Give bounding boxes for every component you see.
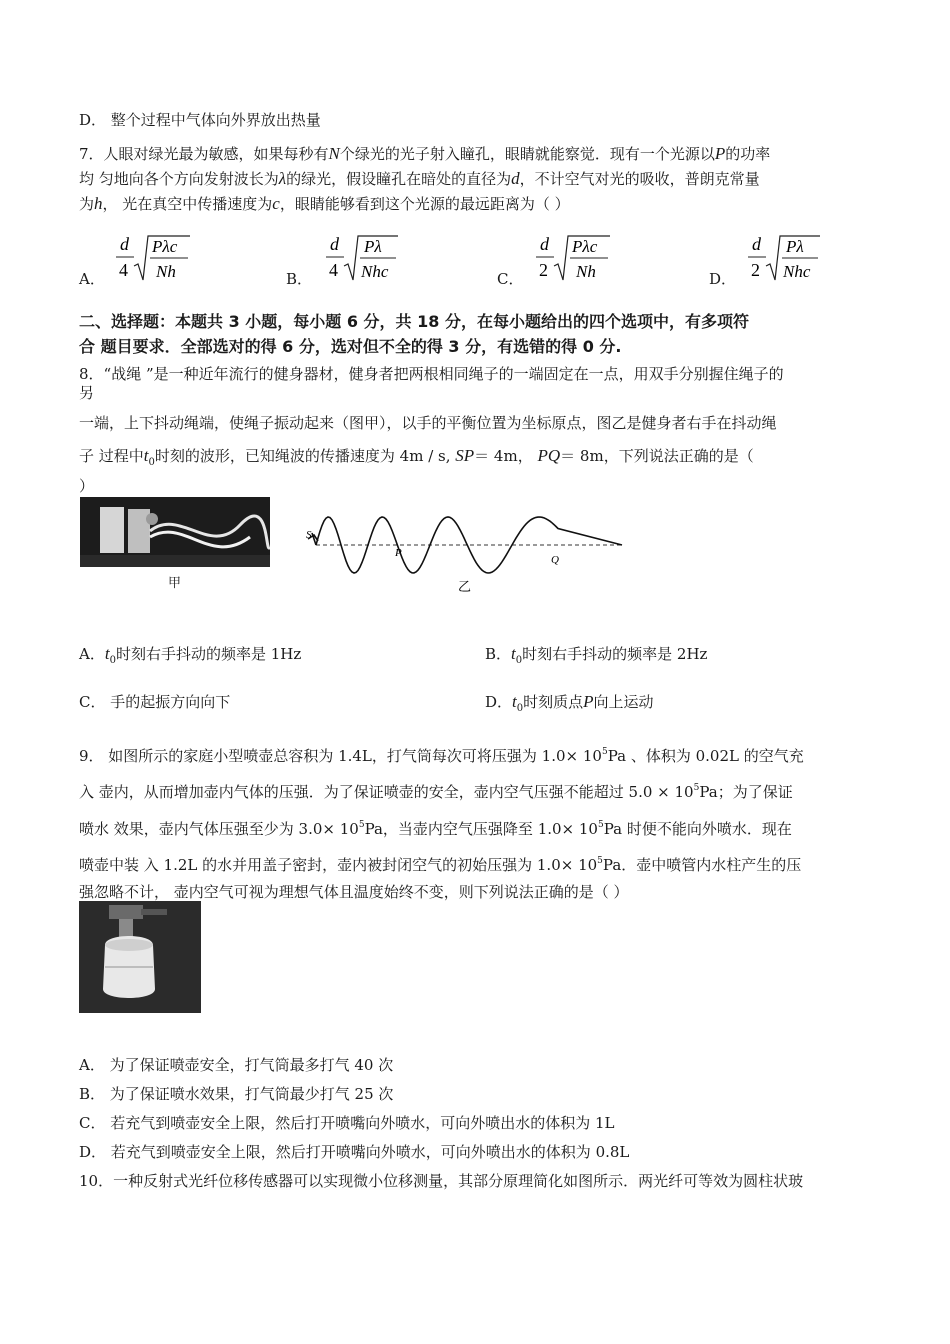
svg-text:d: d — [752, 234, 761, 254]
battle-rope-photo — [80, 497, 270, 567]
formula-c — [532, 232, 612, 284]
q9-option-b: B． 为了保证喷水效果，打气筒最少打气 25 次 — [79, 1085, 394, 1103]
section-2-heading-line-2: 合 题目要求．全部选对的得 6 分，选对但不全的得 3 分，有选错的得 0 分. — [79, 337, 622, 356]
q9-line-1: 9． 如图所示的家庭小型喷壶总容积为 1.4L，打气筒每次可将压强为 $1.0\times 10^5Pa$ 、体积为 0.02L 的空气充 — [79, 747, 804, 765]
svg-text:Pλc: Pλc — [152, 237, 178, 256]
q8-option-b: B．$t_0$时刻右手抖动的频率是 2Hz — [485, 644, 708, 666]
svg-text:Nh: Nh — [156, 262, 176, 281]
svg-text:d: d — [330, 234, 339, 254]
q9-line-4: 喷壶中装 入 1.2L 的水并用盖子密封，壶内被封闭空气的初始压强为 $1.0\times 10^5Pa$．壶中喷管内水柱产生的压 — [79, 856, 802, 874]
svg-text:Nh: Nh — [576, 262, 596, 281]
q7-line-1: 7．人眼对绿光最为敏感，如果每秒有N个绿光的光子射入瞳孔，眼睛就能察觉．现有一个光源以P的功率 — [79, 144, 771, 163]
svg-text:Nhc: Nhc — [361, 262, 389, 281]
q7-line-3: 为h， 光在真空中传播速度为c，眼睛能够看到这个光源的最远距离为（ ） — [79, 194, 570, 213]
q8-line-3: 子 过程中$t_0$时刻的波形，已知绳波的传播速度为 4m / s, SP＝ 4m， PQ＝ 8m，下列说法正确的是（ — [79, 446, 754, 468]
q7-line-2: 均 匀地向各个方向发射波长为λ的绿光，假设瞳孔在暗处的直径为d，不计空气对光的吸收，普朗克常量 — [79, 169, 760, 188]
svg-text:Pλ: Pλ — [786, 237, 804, 256]
q8-option-a: A．$t_0$时刻右手抖动的频率是 1Hz — [79, 644, 302, 666]
wave-label-q: Q — [551, 554, 559, 566]
q9-option-d: D． 若充气到喷壶安全上限，然后打开喷嘴向外喷水，可向外喷出水的体积为 0.8L — [79, 1143, 630, 1161]
q8-line-4: ） — [79, 477, 95, 495]
wave-label-s: S — [306, 529, 312, 541]
figure-jia-caption: 甲 — [168, 576, 182, 591]
q8-option-d: D．$t_0$时刻质点P向上运动 — [485, 692, 654, 714]
svg-text:4: 4 — [329, 260, 338, 280]
spray-bottle-photo — [79, 901, 201, 1013]
q8-line-1b: 另 — [79, 384, 95, 402]
wave-diagram — [300, 505, 630, 595]
q9-option-c: C． 若充气到喷壶安全上限，然后打开喷嘴向外喷水，可向外喷出水的体积为 1L — [79, 1114, 615, 1132]
svg-text:2: 2 — [539, 260, 548, 280]
q9-option-a: A． 为了保证喷壶安全，打气筒最多打气 40 次 — [79, 1056, 394, 1074]
q9-line-5: 强忽略不计， 壶内空气可视为理想气体且温度始终不变，则下列说法正确的是（ ） — [79, 883, 629, 901]
svg-text:Pλ: Pλ — [364, 237, 382, 256]
q8-line-2: 一端，上下抖动绳端，使绳子振动起来（图甲），以手的平衡位置为坐标原点，图乙是健身者右手在抖动绳 — [79, 414, 777, 432]
formula-d — [744, 232, 824, 284]
formula-a — [112, 232, 192, 284]
wave-label-p: P — [395, 547, 402, 559]
q9-line-2: 入 壶内，从而增加壶内气体的压强．为了保证喷壶的安全，壶内空气压强不能超过 $5.0 \times 10^5Pa$；为了保证 — [79, 783, 793, 801]
svg-text:4: 4 — [119, 260, 128, 280]
q10-line-1: 10．一种反射式光纤位移传感器可以实现微小位移测量，其部分原理简化如图所示．两光纤可等效为圆柱状玻 — [79, 1172, 804, 1190]
q9-line-3: 喷水 效果，壶内气体压强至少为 $3.0\times 10^5Pa$，当壶内空气压强降至 $1.0\times 10^5Pa$ 时便不能向外喷水．现在 — [79, 820, 792, 838]
section-2-heading-line-1: 二、选择题：本题共 3 小题，每小题 6 分，共 18 分，在每小题给出的四个选项中，有多项符 — [79, 312, 749, 331]
q8-line-1: 8．“战绳 ”是一种近年流行的健身器材，健身者把两根相同绳子的一端固定在一点，用双手分别握住绳子的 — [79, 365, 784, 383]
q6-option-d: D． 整个过程中气体向外界放出热量 — [79, 111, 321, 129]
svg-text:d: d — [540, 234, 549, 254]
svg-text:2: 2 — [751, 260, 760, 280]
svg-text:d: d — [120, 234, 129, 254]
svg-text:Pλc: Pλc — [572, 237, 598, 256]
svg-text:Nhc: Nhc — [783, 262, 811, 281]
q8-option-c: C． 手的起振方向向下 — [79, 693, 231, 711]
formula-b — [322, 232, 402, 284]
figure-yi-caption: 乙 — [458, 580, 472, 595]
